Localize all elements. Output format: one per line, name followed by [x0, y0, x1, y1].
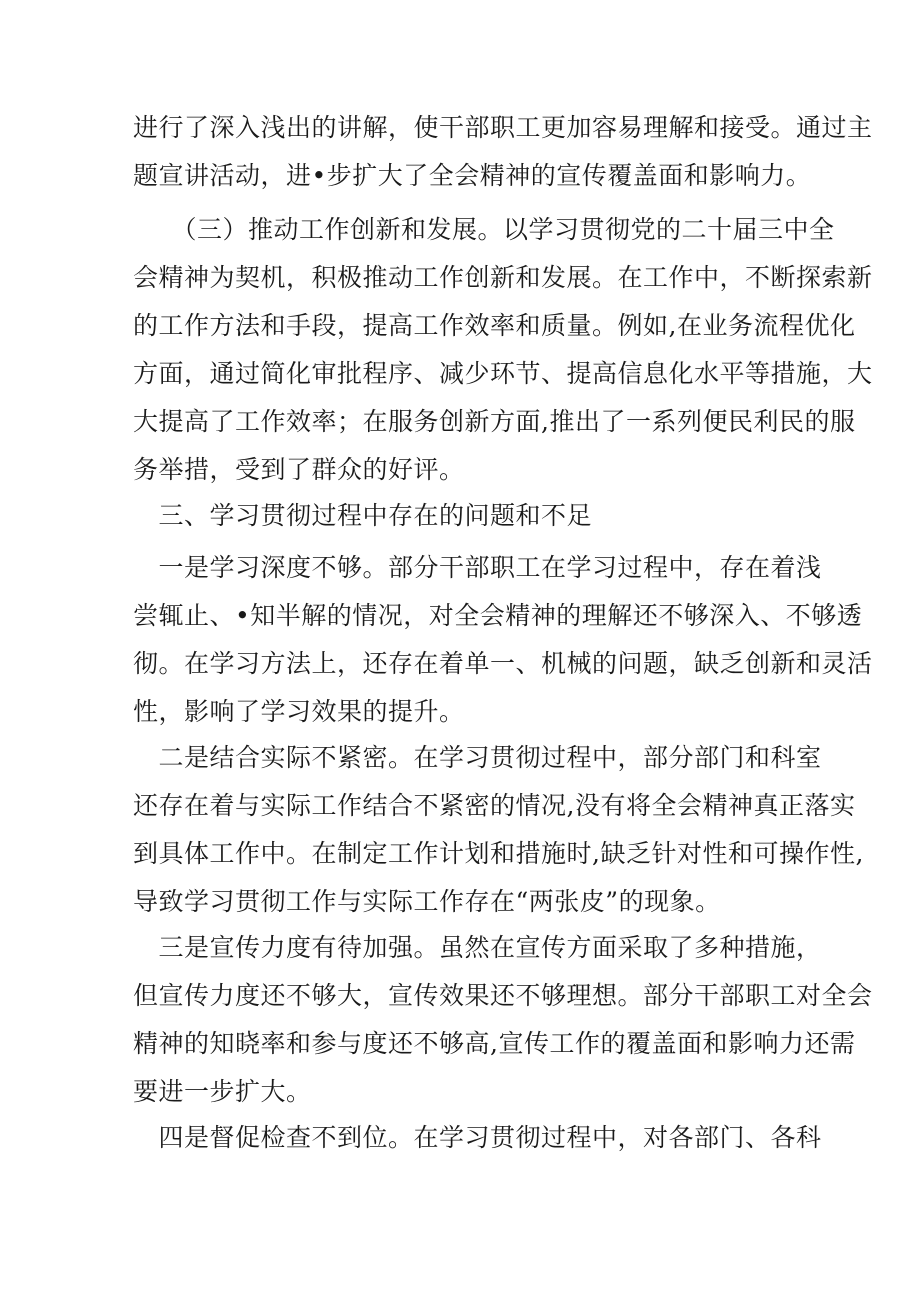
paragraph-study-depth	[133, 544, 873, 736]
text-line: 进行了深入浅出的讲解，使干部职工更加容易理解和接受。通过主	[133, 113, 873, 142]
section-heading-problems	[133, 492, 793, 540]
text-line: 精神的知晓率和参与度还不够高,宣传工作的覆盖面和影响力还需	[133, 1029, 856, 1058]
paragraph-continued-lecture	[133, 104, 873, 200]
paragraph-supervision	[133, 1114, 822, 1162]
paragraph-publicity	[133, 924, 873, 1116]
section-heading: 三、学习贯彻过程中存在的问题和不足	[133, 501, 593, 530]
paragraph-practice	[133, 734, 864, 926]
text-line: 还存在着与实际工作结合不紧密的情况,没有将全会精神真正落实	[133, 791, 856, 820]
paragraph-innovation	[133, 206, 873, 494]
text-line: 的工作方法和手段，提高工作效率和质量。例如,在业务流程优化	[133, 311, 856, 340]
text-line: 题宣讲活动，进•步扩大了全会精神的宣传覆盖面和影响力。	[133, 161, 812, 190]
text-line: 尝辄止、•知半解的情况，对全会精神的理解还不够深入、不够透	[133, 601, 863, 630]
text-line: 性，影响了学习效果的提升。	[133, 697, 465, 726]
text-line: 导致学习贯彻工作与实际工作存在“两张皮”的现象。	[133, 887, 721, 916]
text-line: 三是宣传力度有待加强。虽然在宣传方面采取了多种措施，	[133, 933, 822, 962]
text-line: 二是结合实际不紧密。在学习贯彻过程中，部分部门和科室	[133, 743, 822, 772]
text-line: （三）推动工作创新和发展。以学习贯彻党的二十届三中全	[133, 215, 835, 244]
text-line: 大提高了工作效率；在服务创新方面,推出了一系列便民利民的服	[133, 407, 856, 436]
text-line: 一是学习深度不够。部分干部职工在学习过程中，存在着浅	[133, 553, 822, 582]
text-line: 彻。在学习方法上，还存在着单一、机械的问题，缺乏创新和灵活	[133, 649, 873, 678]
text-line: 会精神为契机，积极推动工作创新和发展。在工作中，不断探索新	[133, 263, 873, 292]
text-line: 方面，通过简化审批程序、减少环节、提高信息化水平等措施，大	[133, 359, 873, 388]
text-line: 四是督促检查不到位。在学习贯彻过程中，对各部门、各科	[133, 1123, 822, 1152]
text-line: 到具体工作中。在制定工作计划和措施时,缺乏针对性和可操作性,	[133, 839, 864, 868]
text-line: 务举措，受到了群众的好评。	[133, 455, 465, 484]
text-line: 但宣传力度还不够大，宣传效果还不够理想。部分干部职工对全会	[133, 981, 873, 1010]
text-line: 要进一步扩大。	[133, 1077, 312, 1106]
